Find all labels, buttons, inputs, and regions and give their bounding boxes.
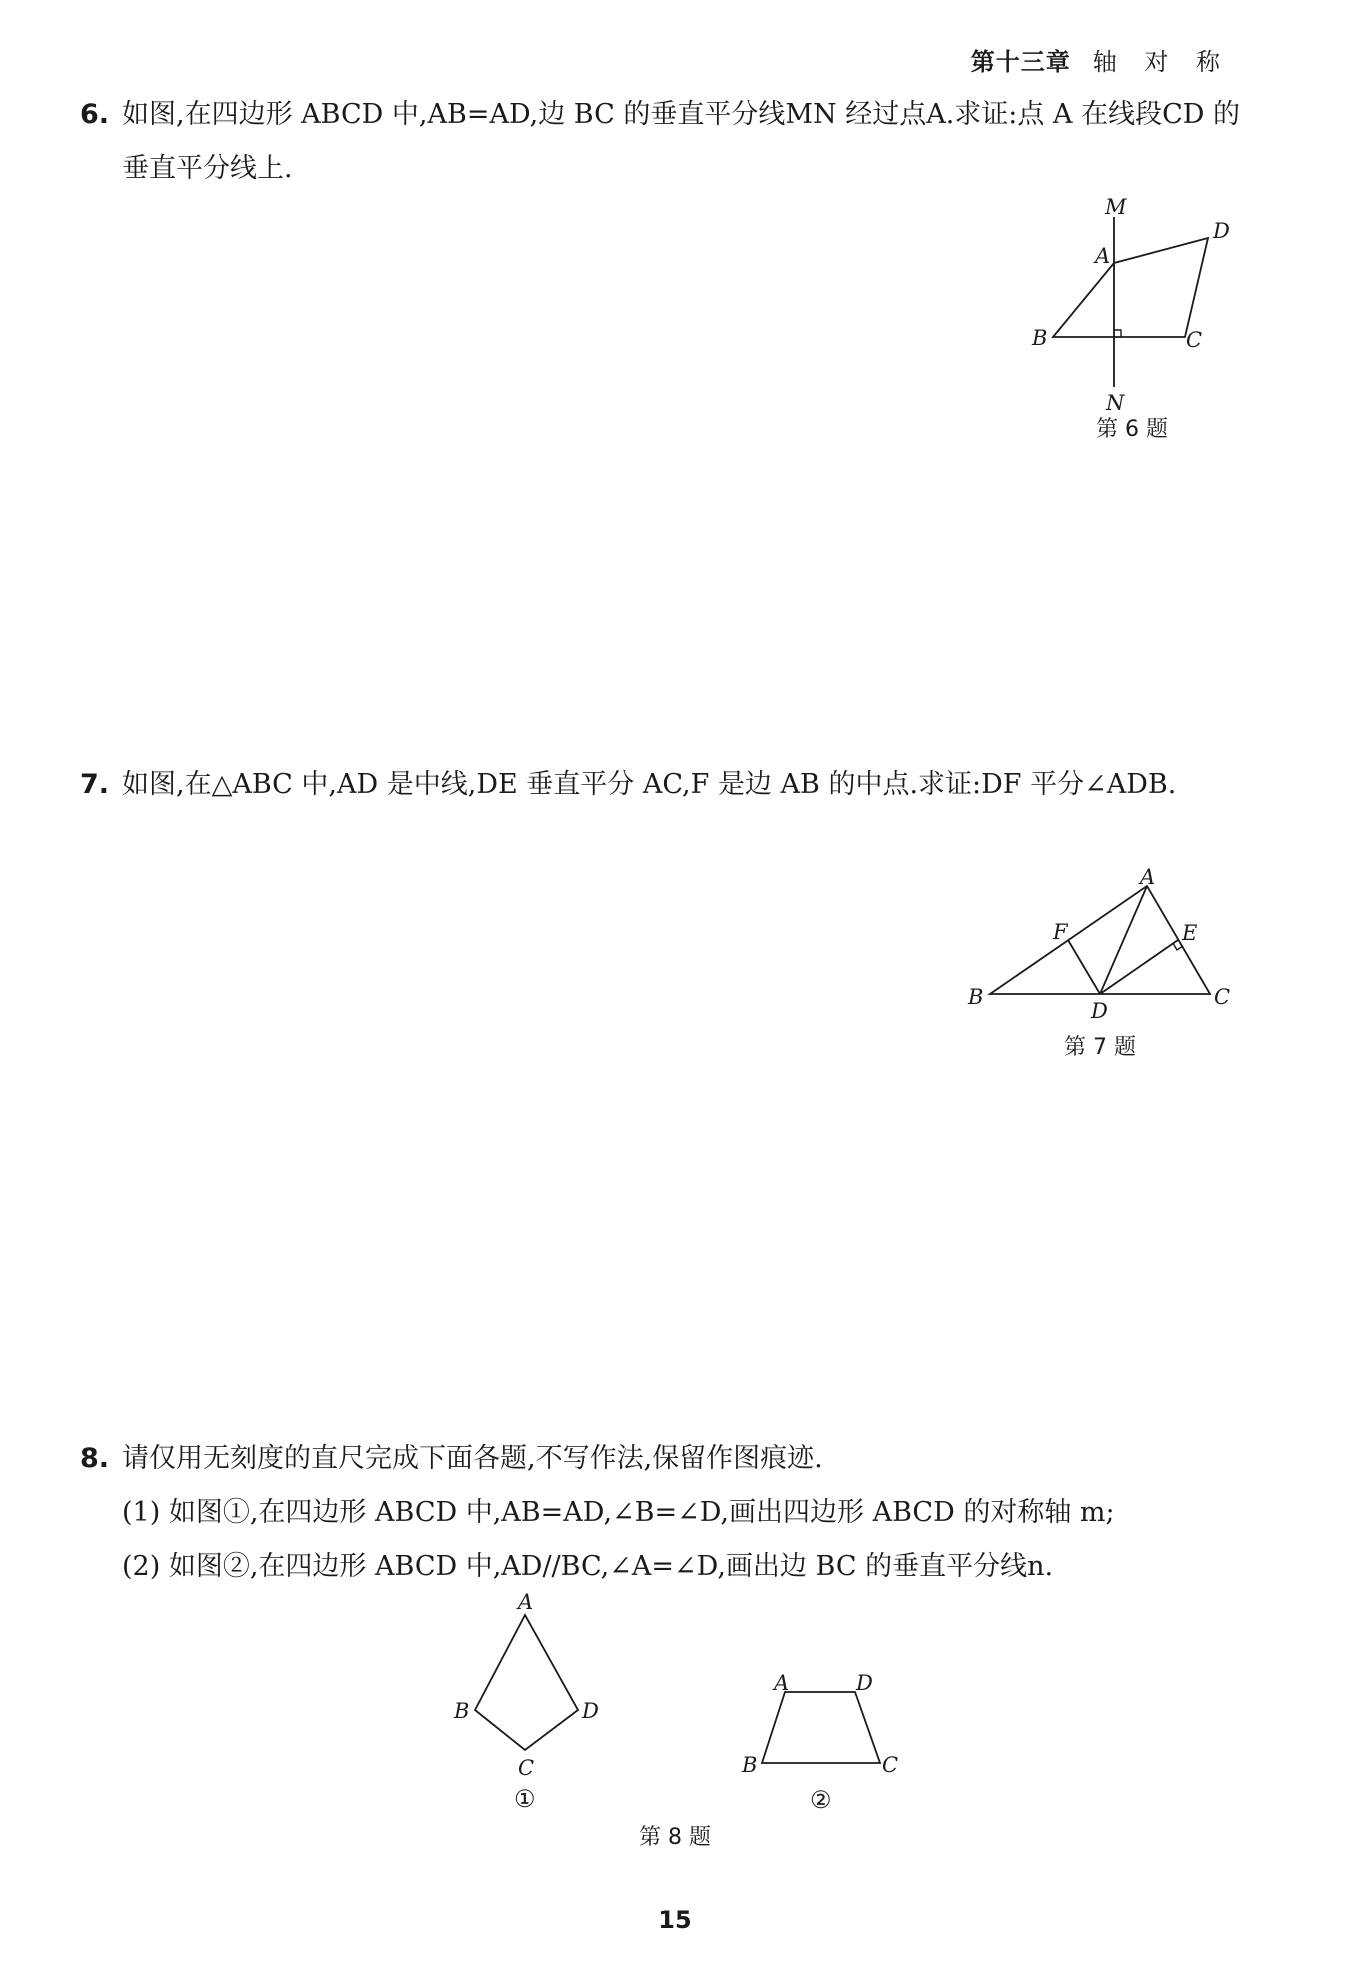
figure-marker-1: ①: [514, 1785, 536, 1813]
label-c: C: [518, 1756, 535, 1780]
problem-number: 7.: [80, 769, 110, 800]
figure-8-2: [730, 1660, 930, 1815]
problem-8-part-1: (1) 如图①,在四边形 ABCD 中,AB=AD,∠B=∠D,画出四边形 ABCD 的对称轴 m;: [122, 1497, 1115, 1528]
figure-8-caption: 第 8 题: [639, 1825, 711, 1850]
figure-6-caption: 第 6 题: [1096, 417, 1168, 442]
label-a: A: [1095, 244, 1111, 268]
problem-text: 如图,在四边形 ABCD 中,AB=AD,边 BC 的垂直平分线MN 经过点A.求证:点 A 在线段CD 的垂直平分线上.: [122, 99, 1240, 184]
problem-number: 8.: [80, 1443, 110, 1474]
segment-df: [1068, 940, 1100, 994]
problem-number: 6.: [80, 99, 110, 130]
label-d: D: [582, 1699, 599, 1723]
chapter-label: 第十三章: [970, 48, 1071, 76]
figure-marker-2: ②: [810, 1786, 832, 1814]
label-c: C: [1214, 985, 1231, 1009]
label-e: E: [1182, 921, 1198, 945]
figure-7: [960, 864, 1240, 1024]
label-b: B: [1032, 326, 1048, 350]
label-b: B: [454, 1699, 470, 1723]
label-d: D: [1091, 999, 1108, 1023]
right-angle-mark: [1114, 330, 1121, 337]
label-d: D: [856, 1671, 873, 1695]
problem-8: [80, 1432, 1260, 1594]
figure-7-caption: 第 7 题: [1064, 1035, 1136, 1060]
figure-6: [1020, 195, 1250, 410]
problem-7: [80, 758, 1260, 812]
kite-abcd: [475, 1615, 578, 1750]
label-c: C: [1186, 328, 1203, 352]
label-a: A: [774, 1671, 790, 1695]
page-number: 15: [658, 1906, 692, 1934]
problem-text: 请仅用无刻度的直尺完成下面各题,不写作法,保留作图痕迹.: [122, 1443, 823, 1474]
quadrilateral-abcd: [1053, 238, 1208, 337]
label-c: C: [882, 1753, 899, 1777]
label-m: M: [1105, 195, 1127, 219]
trapezoid-abcd: [762, 1692, 880, 1763]
label-d: D: [1213, 219, 1230, 243]
problem-text: 如图,在△ABC 中,AD 是中线,DE 垂直平分 AC,F 是边 AB 的中点.求证:DF 平分∠ADB.: [122, 769, 1177, 800]
label-f: F: [1053, 920, 1068, 944]
problem-8-part-2: (2) 如图②,在四边形 ABCD 中,AD//BC,∠A=∠D,画出边 BC 的垂直平分线n.: [122, 1551, 1054, 1582]
chapter-title: 轴 对 称: [1092, 48, 1230, 76]
problem-6: [80, 88, 1260, 196]
label-n: N: [1106, 391, 1125, 410]
page-header: [971, 42, 1230, 77]
label-b: B: [742, 1753, 758, 1777]
label-a: A: [1140, 865, 1156, 889]
label-b: B: [968, 985, 984, 1009]
label-a: A: [518, 1590, 534, 1614]
figure-8-1: [440, 1585, 620, 1815]
